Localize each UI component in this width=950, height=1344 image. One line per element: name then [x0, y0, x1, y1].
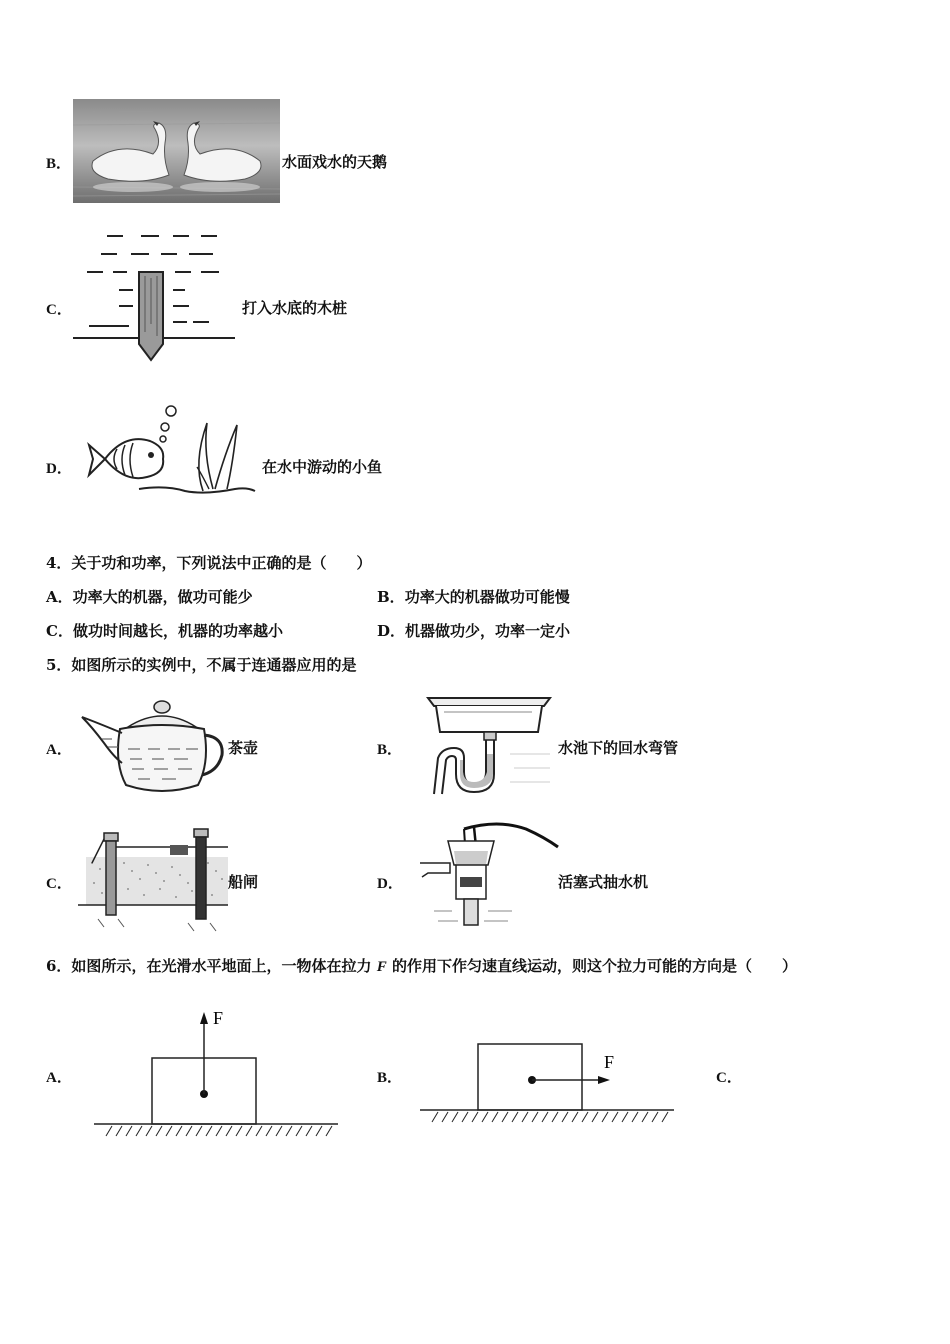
q5-option-c-caption: 船闸	[228, 873, 259, 891]
q4-stem: 4．关于功和功率，下列说法中正确的是（ ）	[46, 554, 372, 572]
q5-option-a-caption: 茶壶	[228, 739, 259, 757]
q6-option-c-letter: C．	[716, 1070, 742, 1086]
q3-option-b-letter: B．	[46, 156, 72, 172]
q6-option-a-diagram	[92, 1000, 342, 1140]
q3-option-d-letter: D．	[46, 461, 72, 477]
q3-option-c-letter: C．	[46, 302, 72, 318]
piston-pump-diagram	[408, 819, 558, 935]
q4-option-a: A．功率大的机器，做功可能少	[46, 588, 253, 606]
q4-option-b: B．功率大的机器做功可能慢	[377, 588, 570, 606]
q6-option-a-force-label: F	[213, 1008, 224, 1028]
q5-option-d-letter: D．	[377, 876, 403, 892]
sink-trap-diagram	[424, 694, 554, 798]
q6-option-b-diagram	[418, 1040, 678, 1130]
q5-stem: 5．如图所示的实例中，不属于连通器应用的是	[46, 656, 357, 674]
q5-option-b-caption: 水池下的回水弯管	[558, 739, 679, 757]
q3-option-d-caption: 在水中游动的小鱼	[262, 458, 383, 476]
swan-image	[73, 99, 280, 203]
q5-option-a-letter: A．	[46, 742, 72, 758]
q6-stem: 6．如图所示，在光滑水平地面上，一物体在拉力 F 的作用下作匀速直线运动，则这个拉力可能的方向是（ ）	[46, 957, 797, 975]
wooden-stake-diagram	[73, 232, 238, 362]
q5-option-b-letter: B．	[377, 742, 403, 758]
q6-option-b-letter: B．	[377, 1070, 403, 1086]
q3-option-c-caption: 打入水底的木桩	[242, 299, 348, 317]
q5-option-d-caption: 活塞式抽水机	[558, 873, 649, 891]
fish-diagram	[85, 403, 260, 498]
q3-option-b-caption: 水面戏水的天鹅	[282, 153, 388, 171]
q6-option-b-force-label: F	[604, 1052, 615, 1072]
ship-lock-diagram	[78, 819, 228, 937]
q6-force-variable: F	[376, 959, 387, 975]
teapot-diagram	[78, 693, 228, 799]
q5-option-c-letter: C．	[46, 876, 72, 892]
q4-option-c: C．做功时间越长，机器的功率越小	[46, 622, 283, 640]
q4-option-d: D．机器做功少，功率一定小	[377, 622, 571, 640]
q6-option-a-letter: A．	[46, 1070, 72, 1086]
